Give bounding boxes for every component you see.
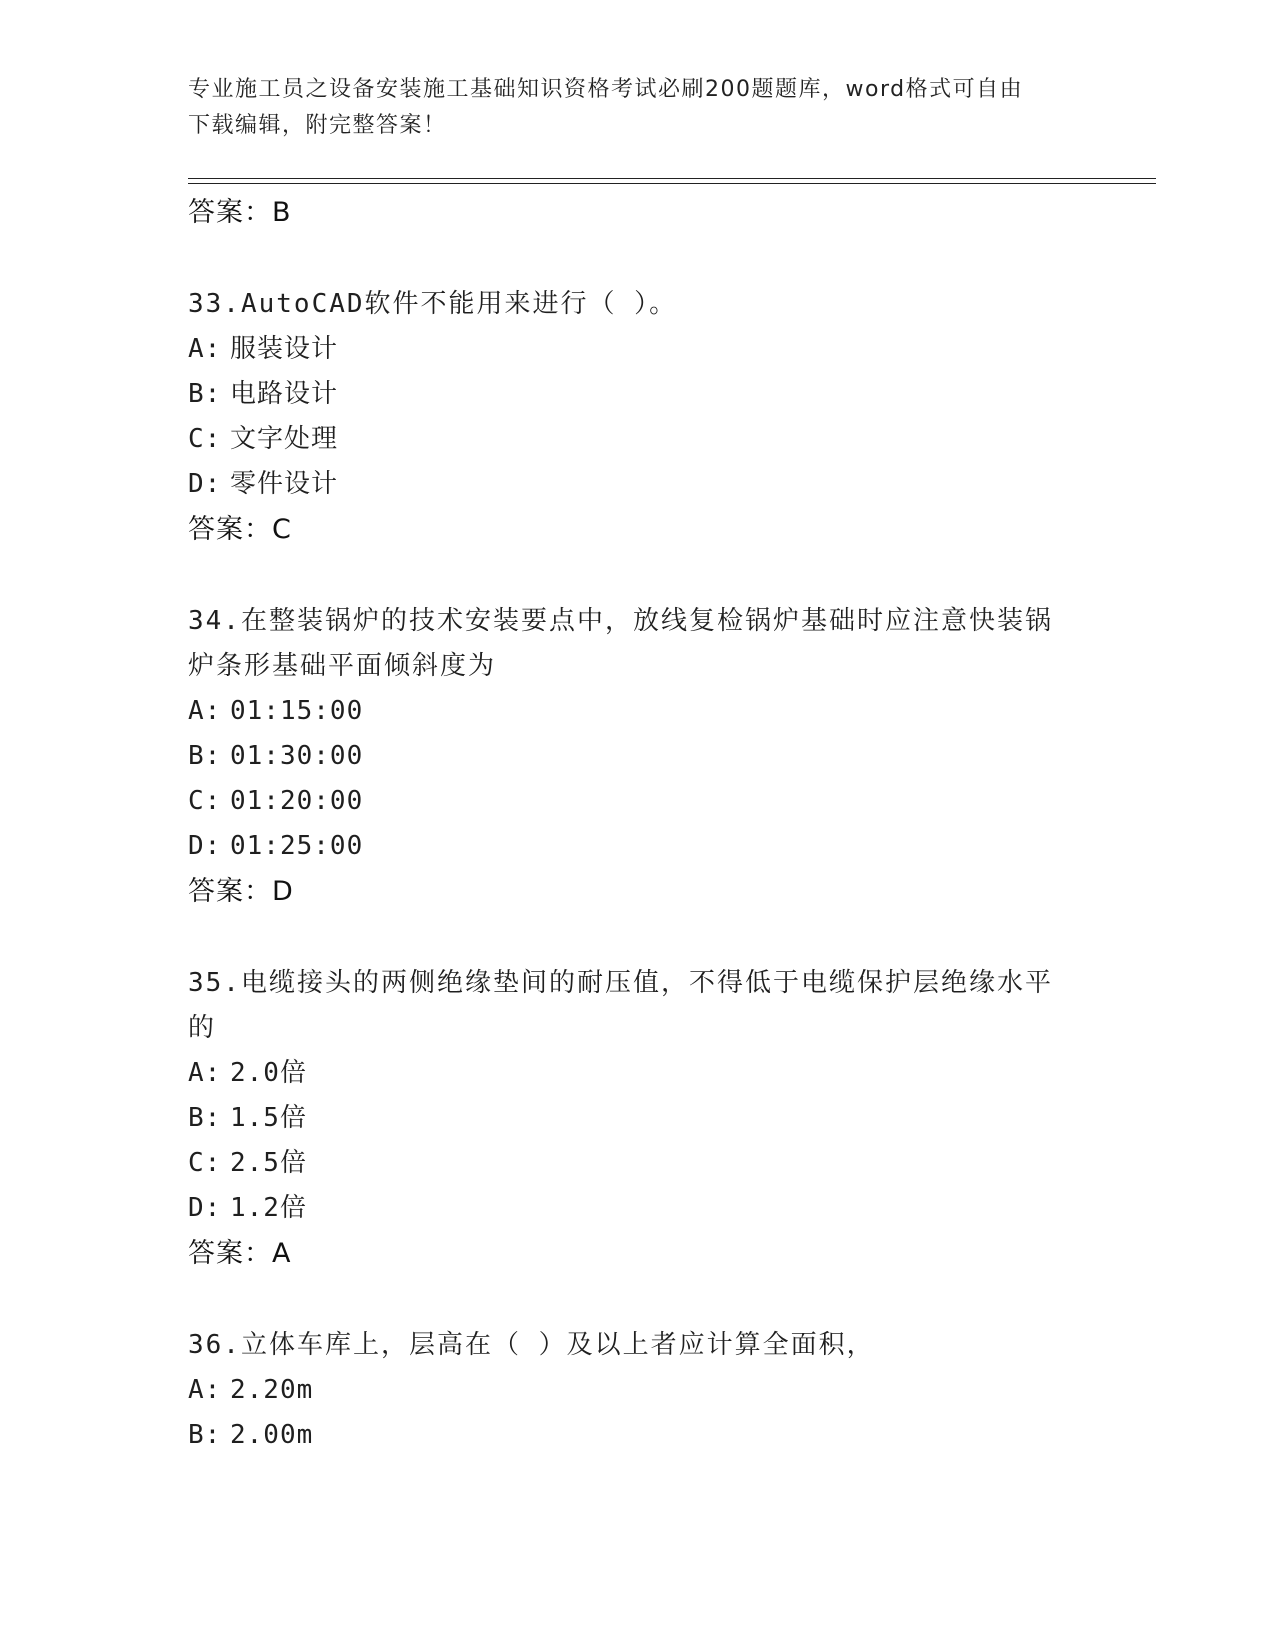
option-value: 2.0倍 (230, 1058, 307, 1088)
answer-line: 答案：A (188, 1238, 292, 1269)
option-key: A: (188, 1375, 222, 1405)
header-divider-bottom (188, 183, 1156, 184)
question-text: 36.立体车库上，层高在（ ）及以上者应计算全面积， (188, 1330, 875, 1360)
header-line-1: 专业施工员之设备安装施工基础知识资格考试必刷200题题库，word格式可自由 (188, 77, 1024, 102)
option-key: D: (188, 831, 222, 861)
question-text: 33.AutoCAD软件不能用来进行（ ）。 (188, 289, 678, 319)
option-key: A: (188, 334, 222, 364)
header-divider-top (188, 178, 1156, 179)
option-value: 文字处理 (230, 424, 339, 454)
option-value: 零件设计 (230, 469, 339, 499)
option-c (188, 779, 1088, 824)
question-block (188, 599, 1088, 914)
option-key: A: (188, 1058, 222, 1088)
option-value: 电路设计 (230, 379, 339, 409)
option-d (188, 824, 1088, 869)
document-header (188, 72, 1088, 144)
question-list (188, 190, 1088, 1458)
question-block (188, 961, 1088, 1276)
option-key: B: (188, 741, 222, 771)
option-c (188, 1141, 1088, 1186)
option-c (188, 417, 1088, 462)
question-text: 34.在整装锅炉的技术安装要点中，放线复检锅炉基础时应注意快装锅炉条形基础平面倾斜度为 (188, 606, 1053, 681)
option-key: B: (188, 1420, 222, 1450)
option-a (188, 1051, 1088, 1096)
answer-line: 答案：D (188, 876, 294, 907)
option-a (188, 689, 1088, 734)
answer-line: 答案：C (188, 514, 292, 545)
option-b (188, 1096, 1088, 1141)
header-line-2: 下载编辑，附完整答案！ (188, 113, 447, 138)
option-b (188, 1413, 1088, 1458)
option-key: C: (188, 1148, 222, 1178)
option-value: 01:30:00 (230, 741, 364, 771)
option-value: 服装设计 (230, 334, 339, 364)
option-b (188, 734, 1088, 779)
option-key: B: (188, 379, 222, 409)
option-value: 01:25:00 (230, 831, 364, 861)
option-value: 1.5倍 (230, 1103, 307, 1133)
option-value: 2.5倍 (230, 1148, 307, 1178)
option-value: 2.20m (230, 1375, 314, 1405)
question-block (188, 1323, 1088, 1458)
option-value: 2.00m (230, 1420, 314, 1450)
question-text: 35.电缆接头的两侧绝缘垫间的耐压值，不得低于电缆保护层绝缘水平的 (188, 968, 1053, 1043)
option-key: D: (188, 1193, 222, 1223)
option-d (188, 462, 1088, 507)
option-key: B: (188, 1103, 222, 1133)
question-block (188, 282, 1088, 552)
option-d (188, 1186, 1088, 1231)
option-b (188, 372, 1088, 417)
option-value: 1.2倍 (230, 1193, 307, 1223)
option-a (188, 327, 1088, 372)
option-key: C: (188, 424, 222, 454)
option-a (188, 1368, 1088, 1413)
option-key: C: (188, 786, 222, 816)
option-key: A: (188, 696, 222, 726)
option-value: 01:20:00 (230, 786, 364, 816)
option-key: D: (188, 469, 222, 499)
option-value: 01:15:00 (230, 696, 364, 726)
previous-answer: 答案：B (188, 197, 292, 228)
